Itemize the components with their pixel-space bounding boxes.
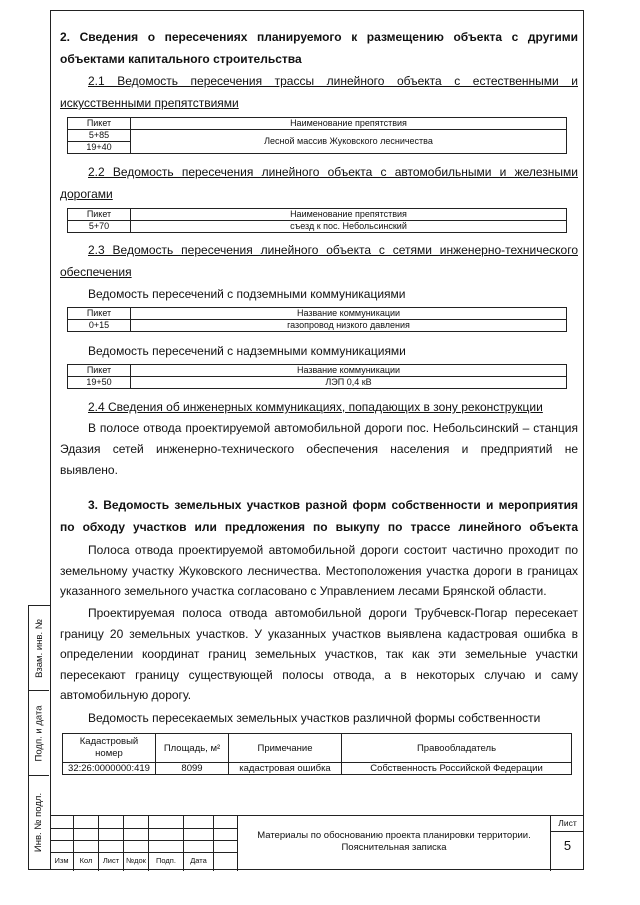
section3-caption: Ведомость пересекаемых земельных участков различной формы собственности: [88, 711, 541, 725]
th-note: Примечание: [229, 734, 342, 763]
side-cell-vzam: Взам. инв. №: [29, 606, 49, 691]
cell-obstacle-name: Лесной массив Жуковского лесничества: [131, 130, 567, 154]
cell-communication-name: ЛЭП 0,4 кВ: [131, 377, 567, 389]
sheet-number: 5: [563, 838, 572, 853]
side-cell-inv: Инв. № подл.: [33, 792, 45, 853]
th-obstacle: Наименование препятствия: [131, 209, 567, 221]
th-picket: Пикет: [68, 365, 131, 377]
p24-line3: выявлено.: [60, 463, 118, 477]
label-data: Дата: [190, 856, 207, 865]
cell-picket: 0+15: [68, 320, 131, 332]
th-owner: Правообладатель: [342, 734, 572, 763]
section2-title-line1: 2. Сведения о пересечениях планируемого к размещению объекта с другими: [60, 30, 578, 44]
underground-caption: Ведомость пересечений с подземными коммуникациями: [88, 287, 406, 301]
sub23-line2: обеспечения: [60, 265, 132, 279]
cell-picket: 19+50: [68, 377, 131, 389]
th-obstacle: Наименование препятствия: [131, 118, 567, 130]
table-overhead: [67, 364, 567, 389]
section3-title-line2: по обходу участков или предложения по выкупу по трассе линейного объекта: [60, 520, 578, 534]
cell-note: кадастровая ошибка: [229, 763, 342, 775]
section3-para2: Проектируемая полоса отвода автомобильной дороги Трубчевск-Погар пересекает границу 20 земельных участков. У указанных участков выявлена кадастровая ошибка в определении координат границ земельных участков, так как эти земельные участки пересекают границу существующей полосы отвода, а в некоторых случаю и саму автомобильную дорогу.: [60, 606, 578, 702]
cell-picket-b: 19+40: [68, 142, 131, 154]
section2-title-line2: объектами капитального строительства: [60, 52, 302, 66]
th-communication: Название коммуникации: [131, 365, 567, 377]
th-picket: Пикет: [68, 308, 131, 320]
table-obstacles: [67, 117, 567, 154]
label-kol: Кол: [79, 856, 93, 865]
th-picket: Пикет: [68, 118, 131, 130]
cell-owner: Собственность Российской Федерации: [342, 763, 572, 775]
cell-picket-a: 5+85: [68, 130, 131, 142]
cell-cadastral: 32:26:0000000:419: [63, 763, 156, 775]
cell-obstacle-name: съезд к пос. Небольсинский: [131, 221, 567, 233]
label-podp: Подп.: [156, 856, 176, 865]
side-stamp-strip: [28, 605, 50, 870]
th-picket: Пикет: [68, 209, 131, 221]
title-block: [50, 815, 584, 870]
cell-communication-name: газопровод низкого давления: [131, 320, 567, 332]
table-land-plots: [62, 733, 572, 775]
cell-picket: 5+70: [68, 221, 131, 233]
p24-line2: Эдазия сетей инженерно-технического обеспечения населения и предприятий не: [60, 442, 578, 456]
document-title: Материалы по обоснованию проекта планировки территории. Пояснительная записка: [257, 830, 531, 853]
side-cell-podp: Подп. и дата: [29, 691, 49, 776]
sub22-line2: дорогами: [60, 187, 113, 201]
label-izm: Изм: [54, 856, 69, 865]
section3-para1: Полоса отвода проектируемой автомобильной дороги состоит частично проходит по земельному участку Жуковского лесничества. Местоположения участка дороги в границах указанного земельного участка согласовано с Управлением лесами Брянской области.: [60, 543, 578, 598]
th-communication: Название коммуникации: [131, 308, 567, 320]
sub21-line1: 2.1 Ведомость пересечения трассы линейного объекта с естественными и: [88, 74, 578, 88]
sheet-label: Лист: [558, 818, 577, 828]
p24-line1: В полосе отвода проектируемой автомобильной дороги пос. Небольсинский – станция: [88, 421, 578, 435]
th-cadastral: Кадастровый номер: [63, 734, 156, 763]
section3-title-line1: 3. Ведомость земельных участков разной форм собственности и мероприятия: [88, 498, 578, 512]
sub22-line1: 2.2 Ведомость пересечения линейного объекта с автомобильными и железными: [88, 165, 578, 179]
label-list: Лист: [102, 856, 120, 865]
overhead-caption: Ведомость пересечений с надземными коммуникациями: [88, 344, 406, 358]
cell-area: 8099: [156, 763, 229, 775]
sub23-line1: 2.3 Ведомость пересечения линейного объекта с сетями инженерно-технического: [88, 243, 578, 257]
table-underground: [67, 307, 567, 332]
th-area: Площадь, м²: [156, 734, 229, 763]
table-roads: [67, 208, 567, 233]
label-ndok: №док: [126, 856, 146, 865]
sub21-line2: искусственными препятствиями: [60, 96, 239, 110]
sub24: 2.4 Сведения об инженерных коммуникациях, попадающих в зону реконструкции: [88, 400, 543, 414]
